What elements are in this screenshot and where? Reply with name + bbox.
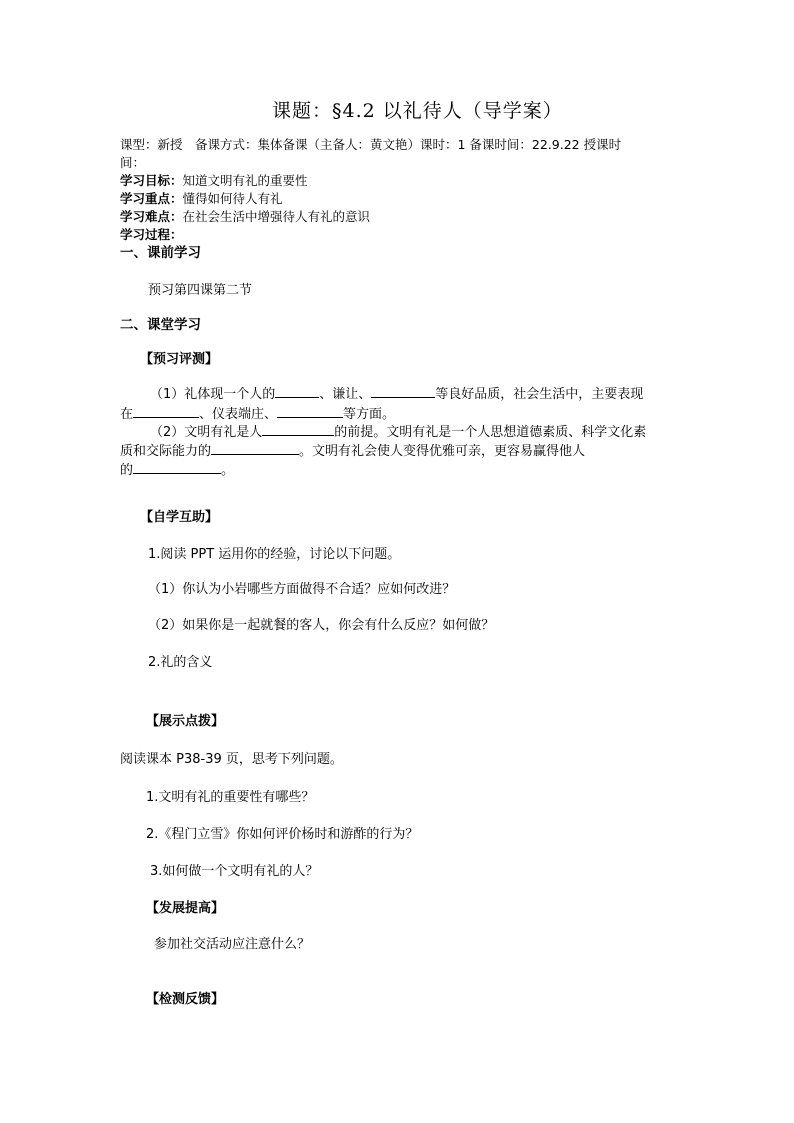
preview-q2-line2: 质和交际能力的 。文明有礼会使人变得优雅可亲，更容易赢得他人	[120, 441, 585, 461]
preview-q2-line3: 的 。	[120, 460, 234, 480]
develop-heading: 【发展提高】	[146, 901, 225, 916]
difficulty-label: 学习难点：	[120, 209, 183, 224]
self-study-item-1-2: （2）如果你是一起就餐的客人，你会有什么反应？如何做？	[148, 618, 495, 633]
learning-objective	[120, 172, 308, 190]
meta-line-1: 课型：新授 备课方式：集体备课（主备人：黄文艳）课时：1 备课时间：22.9.22 授课时	[120, 137, 622, 152]
preview-q2-line1: （2）文明有礼是人 的前提。文明有礼是一个人思想道德素质、科学文化素	[150, 422, 646, 442]
answer-blank[interactable]	[133, 460, 221, 474]
learning-difficulty	[120, 208, 370, 226]
display-q2: 2.《程门立雪》你如何评价杨时和游酢的行为？	[146, 827, 419, 842]
key-point-text: 懂得如何待人有礼	[182, 191, 283, 206]
display-heading: 【展示点拨】	[146, 714, 225, 729]
difficulty-text: 在社会生活中增强待人有礼的意识	[182, 209, 371, 224]
page-title: 课题：§4.2 以礼待人（导学案）	[272, 100, 563, 122]
preview-test-heading: 【预习评测】	[140, 352, 219, 367]
self-study-heading: 【自学互助】	[140, 510, 219, 525]
display-q3: 3.如何做一个文明有礼的人？	[150, 864, 319, 879]
section-heading-in-class: 二、课堂学习	[120, 317, 201, 333]
objective-text: 知道文明有礼的重要性	[182, 173, 308, 188]
meta-line-2: 间：	[120, 155, 146, 170]
develop-text: 参加社交活动应注意什么？	[154, 937, 311, 952]
answer-blank[interactable]	[262, 422, 334, 436]
answer-blank[interactable]	[211, 441, 299, 455]
learning-key-point	[120, 190, 283, 208]
display-intro: 阅读课本 P38-39 页，思考下列问题。	[120, 752, 343, 767]
answer-blank[interactable]	[133, 404, 199, 418]
preview-q1-line2: 在 、仪表端庄、 等方面。	[120, 404, 395, 424]
self-study-item-2: 2.礼的含义	[148, 655, 213, 670]
answer-blank[interactable]	[371, 384, 435, 398]
process-label: 学习过程：	[120, 227, 183, 242]
section-heading-pre-class: 一、课前学习	[120, 245, 201, 261]
preview-q1-line1: （1）礼体现一个人的 、谦让、 等良好品质，社会生活中，主要表现	[150, 384, 643, 404]
display-q1: 1.文明有礼的重要性有哪些？	[146, 790, 315, 805]
self-study-item-1: 1.阅读 PPT 运用你的经验，讨论以下问题。	[148, 547, 401, 562]
self-study-item-1-1: （1）你认为小岩哪些方面做得不合适？应如何改进？	[148, 582, 456, 597]
key-point-label: 学习重点：	[120, 191, 183, 206]
feedback-heading: 【检测反馈】	[146, 992, 225, 1007]
objective-label: 学习目标：	[120, 173, 183, 188]
answer-blank[interactable]	[277, 404, 343, 418]
answer-blank[interactable]	[275, 384, 319, 398]
pre-class-text: 预习第四课第二节	[148, 283, 253, 298]
